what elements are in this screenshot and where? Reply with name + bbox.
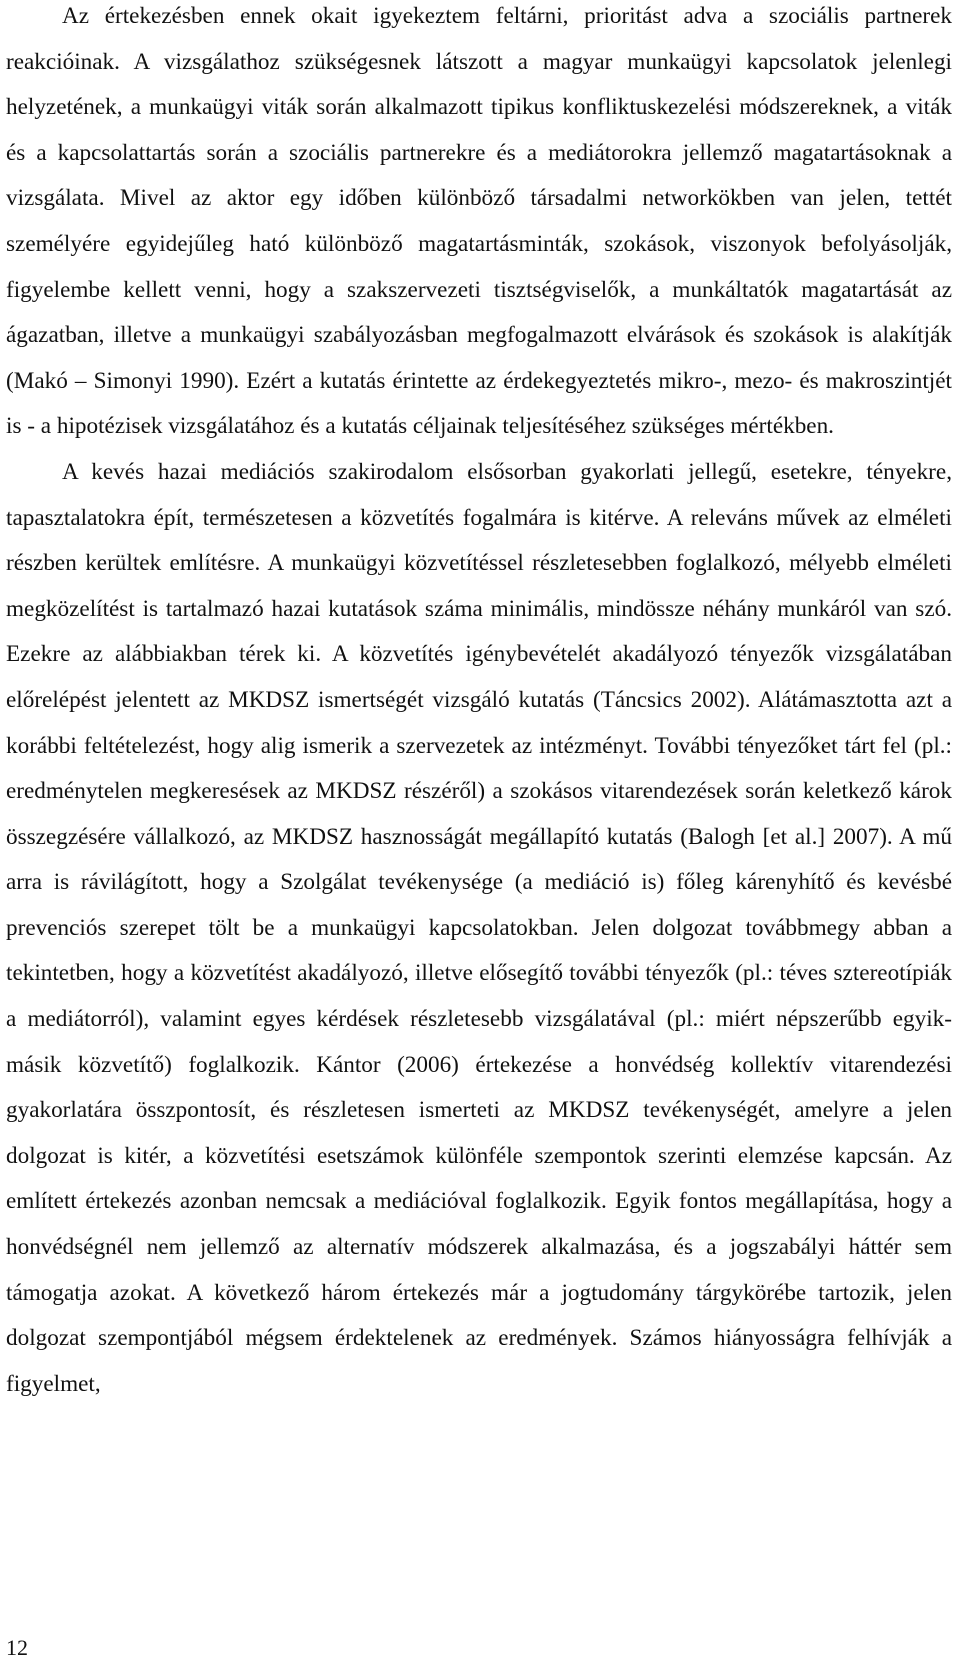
paragraph-1: Az értekezésben ennek okait igyekeztem feltárni, prioritást adva a szociális partnerek reakcióinak. A vizsgálathoz szükségesnek látszott a magyar munkaügyi kapcsolatok jelenlegi helyzetének, a munkaügyi viták során alkalmazott tipikus konfliktuskezelési módszereknek, a viták és a kapcsolattartás során a szociális partnerekre és a mediátorokra jellemző magatartásoknak a vizsgálata. Mivel az aktor egy időben különböző társadalmi networkökben van jelen, tettét személyére egyidejűleg ható különböző magatartásminták, szokások, viszonyok befolyásolják, figyelembe kellett venni, hogy a szakszervezeti tisztségviselők, a munkáltatók magatartását az ágazatban, illetve a munkaügyi szabályozásban megfogalmazott elvárások és szokások is alakítják (Makó – Simonyi 1990). Ezért a kutatás érintette az érdekegyeztetés mikro-, mezo- és makroszintjét is - a hipotézisek vizsgálatához és a kutatás céljainak teljesítéséhez szükséges mértékben. <box>6 3 952 440</box>
page-number: 12 <box>6 1635 28 1660</box>
body-text <box>6 0 952 1407</box>
paragraph-2: A kevés hazai mediációs szakirodalom elsősorban gyakorlati jellegű, esetekre, tényekre, tapasztalatokra épít, természetesen a közvetítés fogalmára is kitérve. A releváns művek az elméleti részben kerültek említésre. A munkaügyi közvetítéssel részletesebben foglalkozó, mélyebb elméleti megközelítést is tartalmazó hazai kutatások száma minimális, mindössze néhány munkáról van szó. Ezekre az alábbiakban térek ki. A közvetítés igénybevételét akadályozó tényezők vizsgálatában előrelépést jelentett az MKDSZ ismertségét vizsgáló kutatás (Táncsics 2002). Alátámasztotta azt a korábbi feltételezést, hogy alig ismerik a szervezetek az intézményt. További tényezőket tárt fel (pl.: eredménytelen megkeresések az MKDSZ részéről) a szokásos vitarendezések során keletkező károk összegzésére vállalkozó, az MKDSZ hasznosságát megállapító kutatás (Balogh [et al.] 2007). A mű arra is rávilágított, hogy a Szolgálat tevékenysége (a mediáció is) főleg kárenyhítő és kevésbé prevenciós szerepet tölt be a munkaügyi kapcsolatokban. Jelen dolgozat továbbmegy abban a tekintetben, hogy a közvetítést akadályozó, illetve elősegítő további tényezők (pl.: téves sztereotípiák a mediátorról), valamint egyes kérdések részletesebb vizsgálatával (pl.: miért népszerűbb egyik-másik közvetítő) foglalkozik. Kántor (2006) értekezése a honvédség kollektív vitarendezési gyakorlatára összpontosít, és részletesen ismerteti az MKDSZ tevékenységét, amelyre a jelen dolgozat is kitér, a közvetítési esetszámok különféle szempontok szerinti elemzése kapcsán. Az említett értekezés azonban nemcsak a mediációval foglalkozik. Egyik fontos megállapítása, hogy a honvédségnél nem jellemző az alternatív módszerek alkalmazása, és a jogszabályi háttér sem támogatja azokat. A következő három értekezés már a jogtudomány tárgykörébe tartozik, jelen dolgozat szempontjából mégsem érdektelenek az eredmények. Számos hiányosságra felhívják a figyelmet, <box>6 458 952 1397</box>
